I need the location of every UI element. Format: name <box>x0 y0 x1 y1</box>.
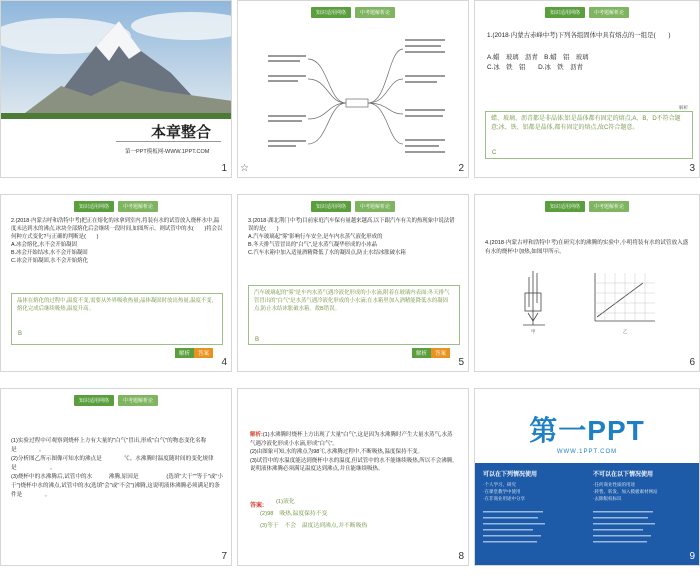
answer-2: (3)等于 不会 温度达到沸点,并不断吸热 <box>260 523 368 529</box>
slide-6-frame <box>474 194 700 372</box>
tab-exam[interactable]: 中考题解析论 <box>118 201 158 212</box>
slide-tabs <box>1 395 231 406</box>
badge-group <box>175 348 213 358</box>
tab-knowledge[interactable]: 知识适用网络 <box>74 201 114 212</box>
slide-1-title: 本章整合 <box>151 124 212 141</box>
col1-title: 可以在下列情况使用 <box>483 472 538 478</box>
slide-tabs <box>475 7 699 18</box>
brand-url: WWW.1PPT.COM <box>556 449 618 455</box>
tab-knowledge[interactable]: 知识适用网络 <box>74 395 114 406</box>
analysis-text: 蜡、玻璃、沥青都是非晶体;铝是晶体都有固定的熔点,A、B、D不符合题意;冰、铁、铝都是晶体,都有固定的熔点,故C符合题意。 <box>491 116 681 131</box>
slide-thumb-8[interactable] <box>237 388 469 576</box>
divider <box>116 141 221 142</box>
slide-number: 4 <box>221 357 227 368</box>
col2-item: ·任何商业性质的用途 <box>593 482 635 487</box>
slide-2-frame <box>237 0 469 178</box>
figure-a-label: 甲 <box>531 329 536 334</box>
question-options: A.蜡 玻璃 沥青 B.蜡 铝 玻璃 C.冰 铁 铝 D.冰 铁 沥青 <box>487 54 589 71</box>
analysis-badge[interactable]: 解析 <box>175 348 194 358</box>
analysis-label: 解析: <box>250 432 263 439</box>
slide-thumb-9[interactable] <box>474 388 700 576</box>
slide-thumb-3[interactable] <box>474 0 700 192</box>
slide-thumb-1[interactable] <box>0 0 232 192</box>
badge-group <box>412 348 450 358</box>
col1-list <box>483 481 525 502</box>
slide-number: 5 <box>458 357 464 368</box>
brand-logo: 第一PPT <box>529 415 645 446</box>
tab-exam[interactable]: 中考题解析论 <box>355 201 395 212</box>
slide-number: 3 <box>689 163 695 174</box>
slide-number: 9 <box>689 551 695 562</box>
slide-number: 7 <box>221 551 227 562</box>
col2-item: ·转售、转发、加入模板素材网站 <box>593 489 658 494</box>
answer-0: (1)液化 <box>276 499 295 505</box>
slide-3-frame <box>474 0 700 178</box>
slide-tabs <box>238 201 468 212</box>
answer-label: 答案: <box>250 503 264 509</box>
slide-1-frame <box>0 0 232 178</box>
analysis-text: 汽车玻璃起的"雾"是车内水蒸气遇冷液化形成的小水滴,附着在玻璃内表面;冬天排气管冒出的"白气"是水蒸气遇冷液化形成的小水滴;在水箱里加入酒精能降低水的凝固点,防止水结冰胀破水箱。故B错误。 <box>254 290 450 312</box>
slide-thumb-4[interactable] <box>0 194 232 386</box>
answer-text: B <box>18 331 23 337</box>
tab-exam[interactable]: 中考题解析论 <box>118 395 158 406</box>
answer-text: C <box>492 150 497 156</box>
col1-item: ·个人学习、研究 <box>483 482 516 487</box>
question-text: (1)实验过程中可观察到烧杯上方有大量的"白气"冒出,形成"白气"的物态变化名称是 。 (2)分析图乙所示图像可知水的沸点是 ℃。水沸腾时温度随时间的变化规律是 。 (3)烧杯中的水沸腾后,试管中的水 沸腾,原因是 (选填"大于""等于"或"小于")烧杯中水的沸点,试管中的水(选填"会"或"不会")沸腾,这说明液体沸腾必须满足的条件是 。 <box>11 438 223 498</box>
slide-number: 8 <box>458 551 464 562</box>
slide-thumb-6[interactable] <box>474 194 700 386</box>
answer-badge[interactable]: 答案 <box>431 348 450 358</box>
slide-8-frame <box>237 388 469 566</box>
analysis-box <box>485 111 693 159</box>
answer-text: B <box>255 337 260 343</box>
col2-list <box>593 481 658 502</box>
slide-thumb-5[interactable] <box>237 194 469 386</box>
col1-item: ·在非商业用途中分享 <box>483 496 525 501</box>
col2-item: ·去除版权标识 <box>593 496 622 501</box>
tab-knowledge[interactable]: 知识适用网络 <box>311 7 351 18</box>
question-text: 2.(2018·内蒙古呼和浩特中考)把正在熔化的冰拿到室内,将装有水的试管放入烧杯水中,温度未达到水的沸点,冰块全部熔化后会继续一段时间,如图所示。则试管中的水( )将会以何种方式变化?与正确的判断是( ) A.冰会熔化,水不会开始凝固 B.冰会开始结冰,水不会开始凝固 C.冰会开始凝固,水不会开始熔化 <box>11 218 223 264</box>
question-text: 3.(2018·湖北荆门中考)目前家庭汽车保有量越来越高,以下跟汽车有关的热现象中说法错误的是( ) A.汽车玻璃起"雾"影响行车安全,是车内水蒸气液化形成的 B.冬天排气管冒出的"白气",是水蒸气凝华形成的小冰晶 C.汽车水箱中加入适量酒精降低了水的凝固点,防止水结冰胀破水箱 <box>248 218 455 256</box>
analysis-box <box>248 285 460 345</box>
answer-1: (2)98 吸热,温度保持不变 <box>260 511 328 517</box>
slide-tabs <box>1 201 231 212</box>
slide-thumb-2[interactable] <box>237 0 469 192</box>
analysis-text: (1)水沸腾时烧杯上方出现了大量"白气",这是因为水沸腾时产生大量水蒸气,水蒸气遇冷液化形成小水滴,形成"白气"。 (2)由图象可知,水的沸点为98℃,水沸腾过程中,不断吸热,温度保持不变。 (3)试管中的水温度能达到烧杯中水的温度,但试管中的水不能继续吸热,所以不会沸腾,说明液体沸腾必须满足温度达到沸点,并且能继续吸热。 <box>250 432 454 473</box>
slide-5-frame <box>237 194 469 372</box>
analysis-box <box>11 293 223 345</box>
col2-title: 不可以在以下情况使用 <box>593 472 654 478</box>
analysis-block <box>250 423 458 473</box>
question-text: 1.(2018·内蒙古赤峰中考)下列各组固体中具有熔点的一组是( ) <box>487 32 671 39</box>
slide-tabs <box>475 201 699 212</box>
mind-map <box>238 19 469 178</box>
slide-thumb-7[interactable] <box>0 388 232 576</box>
question-text: 4.(2018·内蒙古呼和浩特中考)在研究水的沸腾的实验中,小明将装有水的试管放入盛有水的烧杯中加热,如图甲所示。 <box>485 240 689 255</box>
license-panel <box>475 463 699 566</box>
star-icon: ☆ <box>240 163 249 174</box>
analysis-tag: 解析 <box>679 105 688 110</box>
slide-1-footer: 第一PPT模板网-WWW.1PPT.COM <box>125 149 210 155</box>
col1-item: ·在课堂教学中使用 <box>483 489 521 494</box>
link-list-decoration <box>475 507 700 566</box>
tab-exam[interactable]: 中考题解析论 <box>589 201 629 212</box>
experiment-figure <box>475 263 700 343</box>
slide-4-frame <box>0 194 232 372</box>
slide-7-frame <box>0 388 232 566</box>
tab-exam[interactable]: 中考题解析论 <box>589 7 629 18</box>
slide-9-frame <box>474 388 700 566</box>
tab-knowledge[interactable]: 知识适用网络 <box>545 201 585 212</box>
slide-number: 2 <box>458 163 464 174</box>
slide-number: 1 <box>221 163 227 174</box>
answer-badge[interactable]: 答案 <box>194 348 213 358</box>
analysis-badge[interactable]: 解析 <box>412 348 431 358</box>
tab-knowledge[interactable]: 知识适用网络 <box>545 7 585 18</box>
tab-exam[interactable]: 中考题解析论 <box>355 7 395 18</box>
analysis-text: 晶体在熔化的过程中,温度不变,需要从外界吸收热量;晶体凝固时放出热量,温度不变,熔化完成后继续吸热,温度升高。 <box>17 298 214 312</box>
slide-tabs <box>238 7 468 18</box>
figure-b-label: 乙 <box>623 329 628 334</box>
slide-number: 6 <box>689 357 695 368</box>
tab-knowledge[interactable]: 知识适用网络 <box>311 201 351 212</box>
